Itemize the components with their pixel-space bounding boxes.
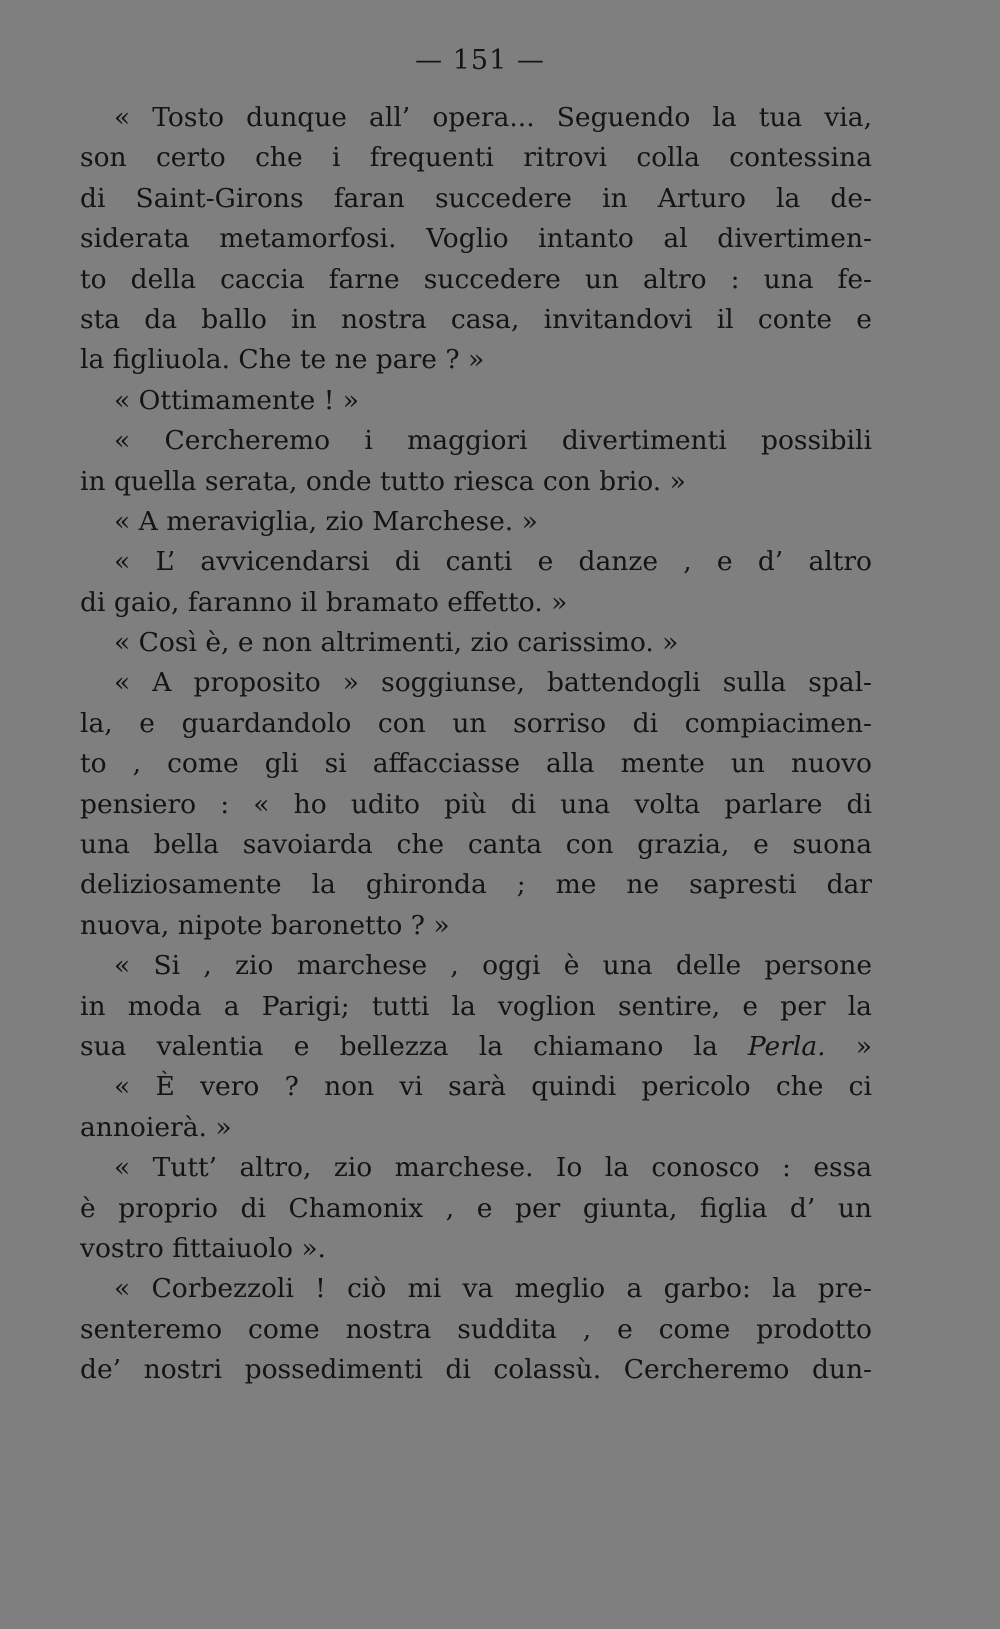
text-line: di gaio, faranno il bramato effetto. » [80, 586, 568, 618]
text-line: annoierà. » [80, 1111, 232, 1143]
text-line: è proprio di Chamonix , e per giunta, figlia d’ un [80, 1192, 872, 1224]
text-line: in quella serata, onde tutto riesca con brio. » [80, 465, 686, 497]
text-line: to della caccia farne succedere un altro : una fe- [80, 263, 872, 295]
text-line: « Cercheremo i maggiori divertimenti possibili [114, 425, 872, 457]
text-line: una bella savoiarda che canta con grazia, e suona [80, 829, 872, 861]
text-line: senteremo come nostra suddita , e come prodotto [80, 1313, 872, 1345]
body-text [80, 98, 872, 1391]
text-line: « A proposito » soggiunse, battendogli sulla spal- [114, 667, 872, 699]
text-line: « Tosto dunque all’ opera... Seguendo la tua via, [114, 102, 872, 133]
italic-word: Perla. [747, 1030, 826, 1062]
text-line: sta da ballo in nostra casa, invitandovi il conte e [80, 303, 872, 335]
text-line: son certo che i frequenti ritrovi colla contessina [80, 142, 872, 174]
text-line: di Saint-Girons faran succedere in Arturo la de- [80, 182, 872, 214]
text-line: « L’ avvicendarsi di canti e danze , e d’ altro [114, 546, 872, 578]
text-line: « Tutt’ altro, zio marchese. Io la conosco : essa [114, 1152, 872, 1184]
text-line: in moda a Parigi; tutti la voglion sentire, e per la [80, 990, 872, 1022]
text-line: « Si , zio marchese , oggi è una delle persone [114, 950, 872, 982]
text-line: sua valentia e bellezza la chiamano la Perla. » [80, 1030, 873, 1062]
text-line: la, e guardandolo con un sorriso di compiacimen- [80, 707, 872, 739]
text-line: nuova, nipote baronetto ? » [80, 909, 450, 941]
text-line: vostro fittaiuolo ». [80, 1232, 326, 1264]
page-number: — 151 — [415, 45, 545, 76]
text-line: to , come gli si affacciasse alla mente un nuovo [80, 748, 872, 780]
text-line: « È vero ? non vi sarà quindi pericolo che ci [114, 1071, 872, 1103]
text-line: pensiero : « ho udito più di una volta parlare di [80, 788, 872, 820]
text-line: la figliuola. Che te ne pare ? » [80, 344, 485, 376]
text-line: « Ottimamente ! » [114, 384, 359, 416]
text-line: de’ nostri possedimenti di colassù. Cercheremo dun- [80, 1354, 872, 1386]
text-line: deliziosamente la ghironda ; me ne sapresti dar [80, 869, 872, 901]
text-line: « Corbezzoli ! ciò mi va meglio a garbo: la pre- [114, 1273, 872, 1305]
text-line: « Così è, e non altrimenti, zio carissimo. » [114, 627, 679, 659]
text-line: « A meraviglia, zio Marchese. » [114, 505, 538, 537]
text-line: siderata metamorfosi. Voglio intanto al divertimen- [80, 223, 872, 255]
